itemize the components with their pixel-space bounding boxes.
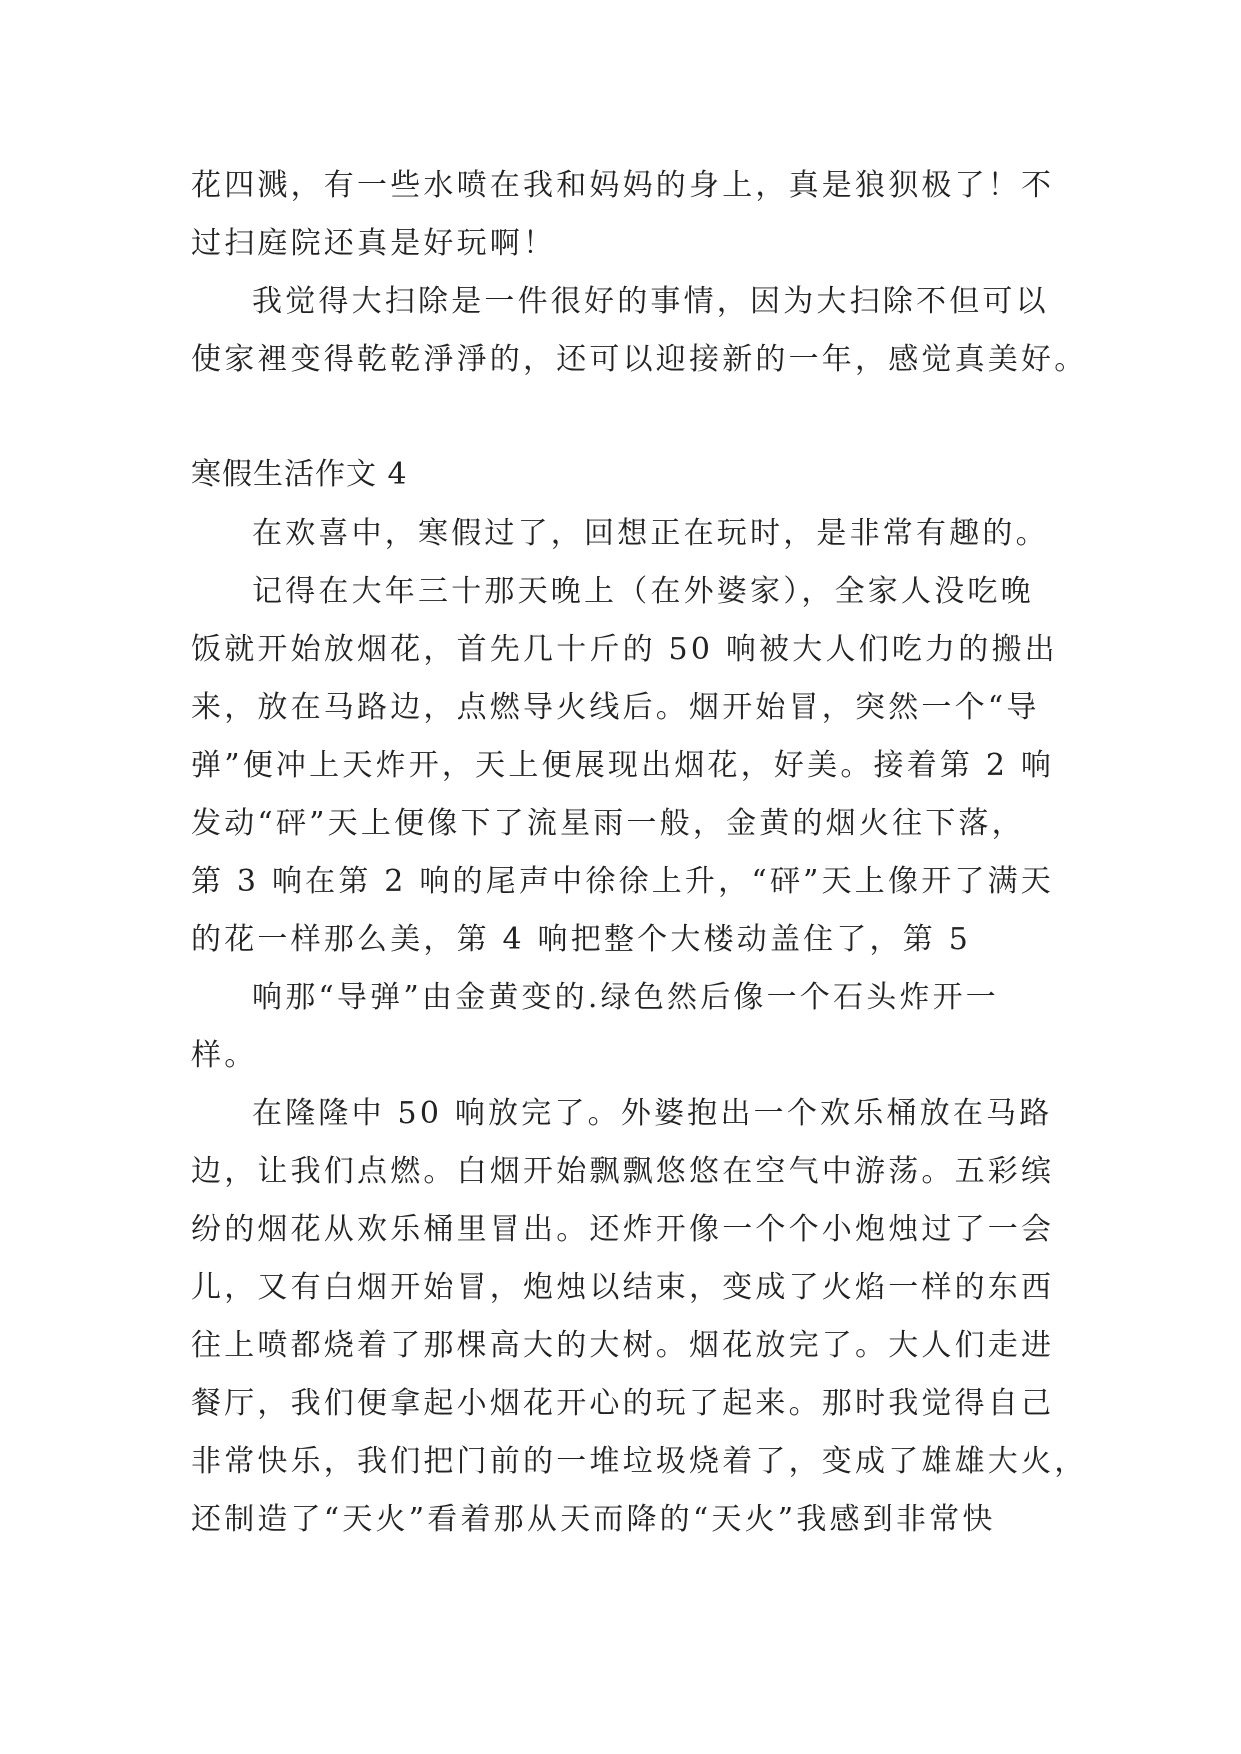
paragraph-line: 纷的烟花从欢乐桶里冒出。还炸开像一个个小炮烛过了一会 <box>191 1212 1055 1247</box>
paragraph-line: 过扫庭院还真是好玩啊！ <box>191 226 557 261</box>
paragraph-line: 非常快乐，我们把门前的一堆垃圾烧着了，变成了雄雄大火， <box>191 1444 1088 1479</box>
paragraph-line: 记得在大年三十那天晚上（在外婆家），全家人没吃晚 <box>252 574 1034 609</box>
paragraph-line: 使家裡变得乾乾淨淨的，还可以迎接新的一年，感觉真美好。 <box>191 342 1088 377</box>
paragraph-line: 发动“砰”天上便像下了流星雨一般，金黄的烟火往下落， <box>191 806 1025 841</box>
paragraph-line: 弹”便冲上天炸开，天上便展现出烟花，好美。接着第 2 响 <box>191 748 1055 783</box>
section-heading: 寒假生活作文 4 <box>191 457 408 492</box>
paragraph-line: 第 3 响在第 2 响的尾声中徐徐上升，“砰”天上像开了满天 <box>191 864 1054 899</box>
paragraph-line: 样。 <box>191 1038 258 1073</box>
paragraph-line: 我觉得大扫除是一件很好的事情，因为大扫除不但可以 <box>252 284 1049 319</box>
paragraph-line: 花四溅，有一些水喷在我和妈妈的身上，真是狼狈极了！不 <box>191 168 1055 203</box>
paragraph-line: 饭就开始放烟花，首先几十斤的 50 响被大人们吃力的搬出 <box>191 632 1058 667</box>
paragraph-line: 响那“导弹”由金黄变的.绿色然后像一个石头炸开一 <box>252 980 1000 1015</box>
paragraph-line: 在隆隆中 50 响放完了。外婆抱出一个欢乐桶放在马路 <box>252 1096 1053 1131</box>
paragraph-line: 餐厅，我们便拿起小烟花开心的玩了起来。那时我觉得自己 <box>191 1386 1055 1421</box>
paragraph-line: 往上喷都烧着了那棵高大的大树。烟花放完了。大人们走进 <box>191 1328 1055 1363</box>
paragraph-line: 儿，又有白烟开始冒，炮烛以结束，变成了火焰一样的东西 <box>191 1270 1055 1305</box>
paragraph-line: 在欢喜中，寒假过了，回想正在玩时，是非常有趣的。 <box>252 516 1049 551</box>
paragraph-line: 来，放在马路边，点燃导火线后。烟开始冒，突然一个“导 <box>191 690 1040 725</box>
paragraph-line: 还制造了“天火”看着那从天而降的“天火”我感到非常快 <box>191 1502 996 1537</box>
paragraph-line: 的花一样那么美，第 4 响把整个大楼动盖住了，第 5 <box>191 922 971 957</box>
paragraph-line: 边，让我们点燃。白烟开始飘飘悠悠在空气中游荡。五彩缤 <box>191 1154 1055 1189</box>
